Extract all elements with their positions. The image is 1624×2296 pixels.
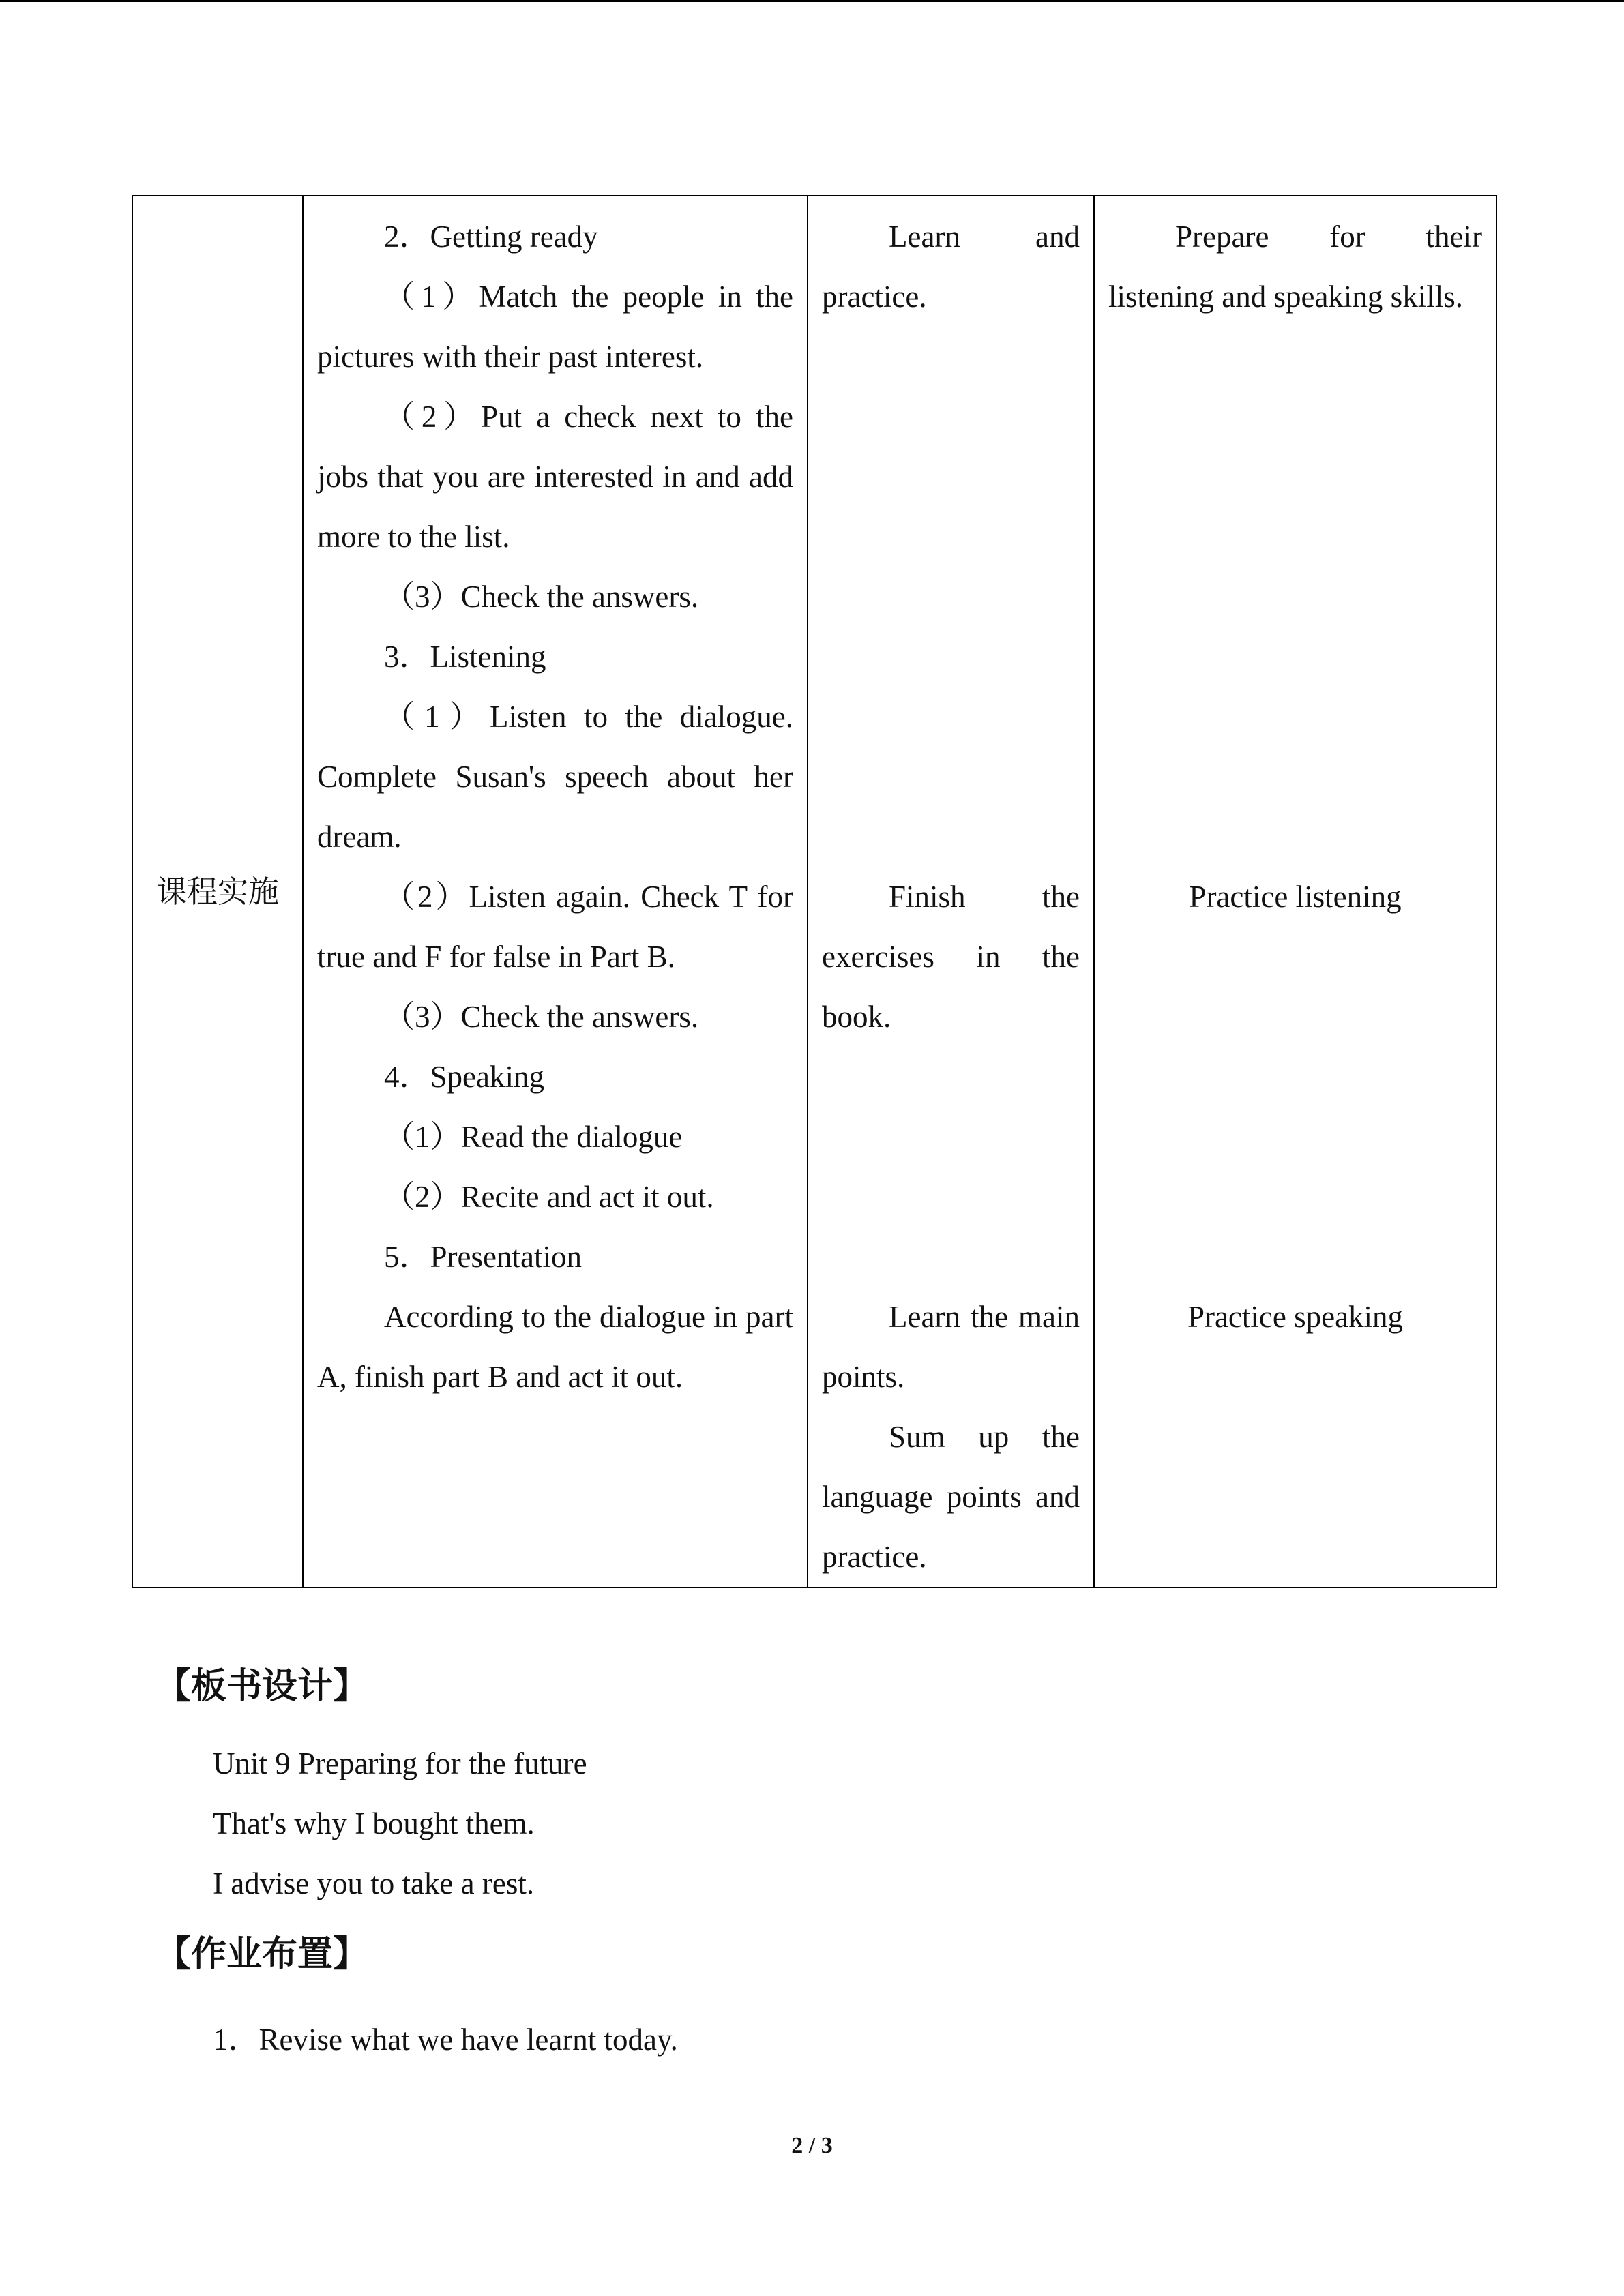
activity-text: Sum up the language points and practice. xyxy=(822,1420,1080,1574)
activity-cell xyxy=(808,196,1094,1587)
procedure-step: According to the dialogue in part A, finish part B and act it out. xyxy=(317,1300,793,1394)
procedure-step: （1）Match the people in the pictures with their past interest. xyxy=(317,280,793,374)
homework-heading: 【作业布置】 xyxy=(156,1934,369,1975)
intention-text: Practice listening xyxy=(1189,880,1402,914)
stage-label-cell xyxy=(132,196,303,1587)
intention-cell xyxy=(1094,196,1496,1587)
procedure-step: （2）Listen again. Check T for true and F for false in Part B. xyxy=(317,880,793,974)
procedure-step: （2）Recite and act it out. xyxy=(384,1180,714,1214)
procedure-step: （3）Check the answers. xyxy=(384,580,699,614)
page-number: 2 / 3 xyxy=(791,2133,833,2158)
lesson-table xyxy=(132,195,1497,1588)
procedure-step: 3．Listening xyxy=(384,640,546,674)
procedure-step: 2．Getting ready xyxy=(384,220,598,254)
stage-label: 课程实施 xyxy=(156,874,279,909)
procedure-step: （2）Put a check next to the jobs that you are interested in and add more to the list. xyxy=(317,400,793,554)
board-line: I advise you to take a rest. xyxy=(213,1866,535,1900)
procedure-step: 4．Speaking xyxy=(384,1060,544,1094)
homework-item: 1．Revise what we have learnt today. xyxy=(213,2023,678,2057)
activity-text: Learn the main points. xyxy=(822,1300,1080,1394)
procedure-step: （3）Check the answers. xyxy=(384,1000,699,1034)
intention-text: Prepare for their listening and speaking skills. xyxy=(1108,220,1482,314)
procedure-step: （1）Listen to the dialogue. Complete Susan's speech about her dream. xyxy=(317,700,793,854)
board-line: Unit 9 Preparing for the future xyxy=(213,1746,587,1780)
page-top-border xyxy=(0,0,1624,2)
board-design-heading: 【板书设计】 xyxy=(156,1666,369,1707)
intention-text: Practice speaking xyxy=(1187,1300,1404,1334)
procedure-cell xyxy=(303,196,808,1587)
board-line: That's why I bought them. xyxy=(213,1806,535,1840)
activity-text: Finish the exercises in the book. xyxy=(822,880,1080,1034)
procedure-step: （1）Read the dialogue xyxy=(384,1120,683,1154)
activity-text: Learn and practice. xyxy=(822,220,1080,314)
table-row xyxy=(132,196,1496,1587)
procedure-step: 5．Presentation xyxy=(384,1240,582,1274)
